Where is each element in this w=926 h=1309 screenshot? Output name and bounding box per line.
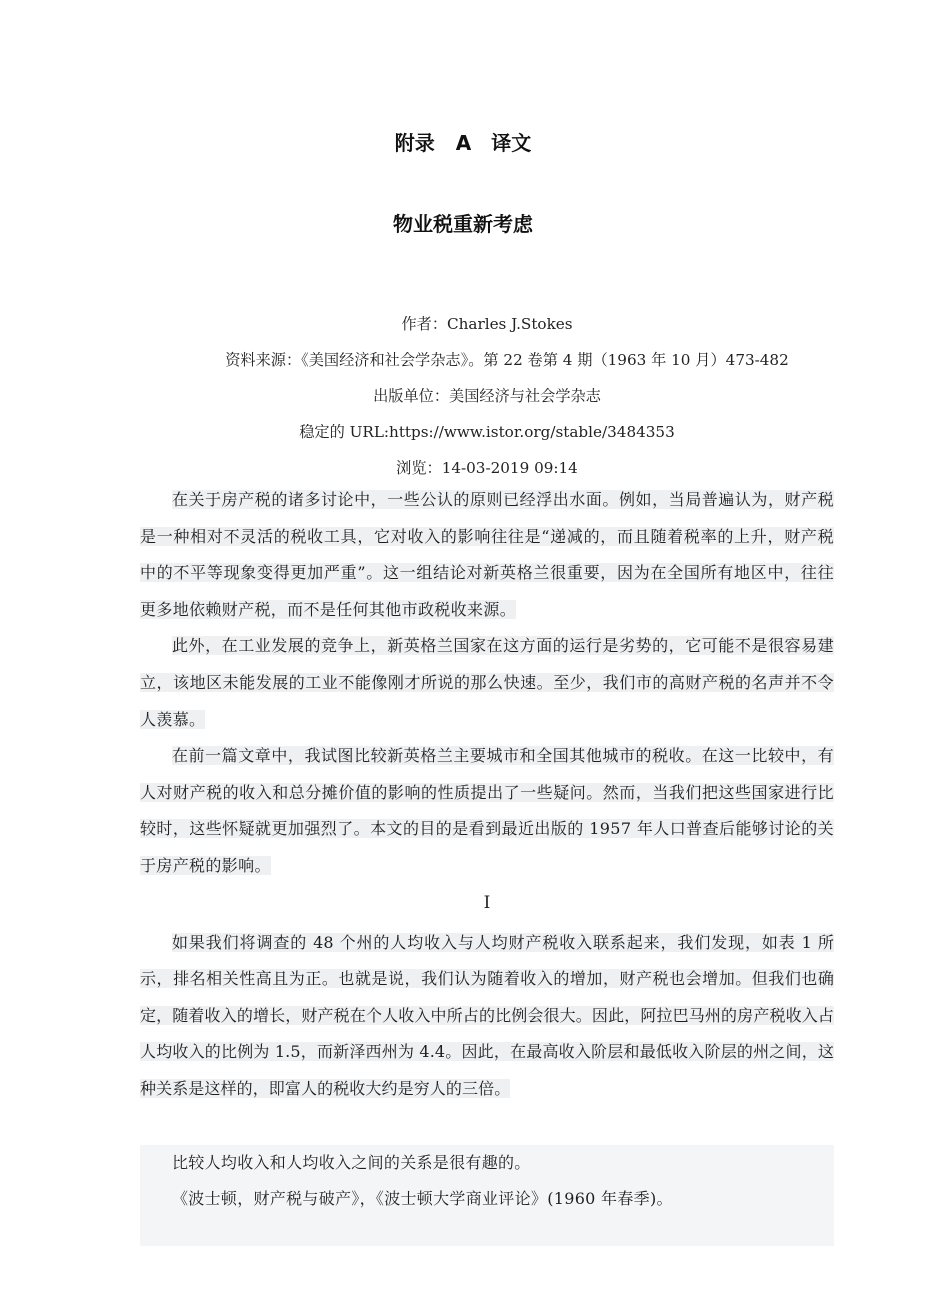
appendix-heading: 附录 A 译文 xyxy=(394,131,532,155)
accessed-line: 浏览：14-03-2019 09:14 xyxy=(396,459,578,477)
article-body xyxy=(140,482,834,1108)
footnotes xyxy=(140,1145,834,1246)
article-metadata xyxy=(140,306,834,486)
article-title: 物业税重新考虑 xyxy=(393,212,533,236)
paragraph-text: 此外，在工业发展的竞争上，新英格兰国家在这方面的运行是劣势的，它可能不是很容易建立，该地区未能发展的工业不能像刚才所说的那么快速。至少，我们市的高财产税的名声并不令人羡慕。 xyxy=(140,636,834,729)
body-paragraph xyxy=(140,925,834,1108)
body-paragraph xyxy=(140,628,834,738)
paragraph-text: 在关于房产税的诸多讨论中，一些公认的原则已经浮出水面。例如，当局普遍认为，财产税是一种相对不灵活的税收工具，它对收入的影响往往是“递减的，而且随着税率的上升，财产税中的不平等现象变得更加严重”。这一组结论对新英格兰很重要，因为在全国所有地区中，往往更多地依赖财产税，而不是任何其他市政税收来源。 xyxy=(140,490,834,619)
paragraph-text: 在前一篇文章中，我试图比较新英格兰主要城市和全国其他城市的税收。在这一比较中，有人对财产税的收入和总分摊价值的影响的性质提出了一些疑问。然而，当我们把这些国家进行比较时，这些怀疑就更加强烈了。本文的目的是看到最近出版的 1957 年人口普查后能够讨论的关于房产税的影响。 xyxy=(140,746,834,875)
stable-url-line: 稳定的 URL:https://www.istor.org/stable/3484353 xyxy=(299,423,675,441)
footnote-1: 比较人均收入和人均收入之间的关系是很有趣的。 xyxy=(172,1153,531,1172)
footnote-2: 《波士顿，财产税与破产》，《波士顿大学商业评论》(1960 年春季)。 xyxy=(172,1189,673,1208)
body-paragraph xyxy=(140,482,834,628)
author-line: 作者：Charles J.Stokes xyxy=(401,315,573,333)
publisher-line: 出版单位：美国经济与社会学杂志 xyxy=(373,387,601,405)
paragraph-text: 如果我们将调查的 48 个州的人均收入与人均财产税收入联系起来，我们发现，如表 1 所示，排名相关性高且为正。也就是说，我们认为随着收入的增加，财产税也会增加。但我们也确定，随着收入的增长，财产税在个人收入中所占的比例会很大。因此，阿拉巴马州的房产税收入占人均收入的比例为 1.5，而新泽西州为 4.4。因此，在最高收入阶层和最低收入阶层的州之间，这种关系是这样的，即富人的税收大约是穷人的三倍。 xyxy=(140,932,834,1098)
source-line: 资料来源：《美国经济和社会学杂志》。第 22 卷第 4 期（1963 年 10 月）473-482 xyxy=(225,351,789,369)
section-number: I xyxy=(483,892,491,913)
body-paragraph xyxy=(140,738,834,884)
